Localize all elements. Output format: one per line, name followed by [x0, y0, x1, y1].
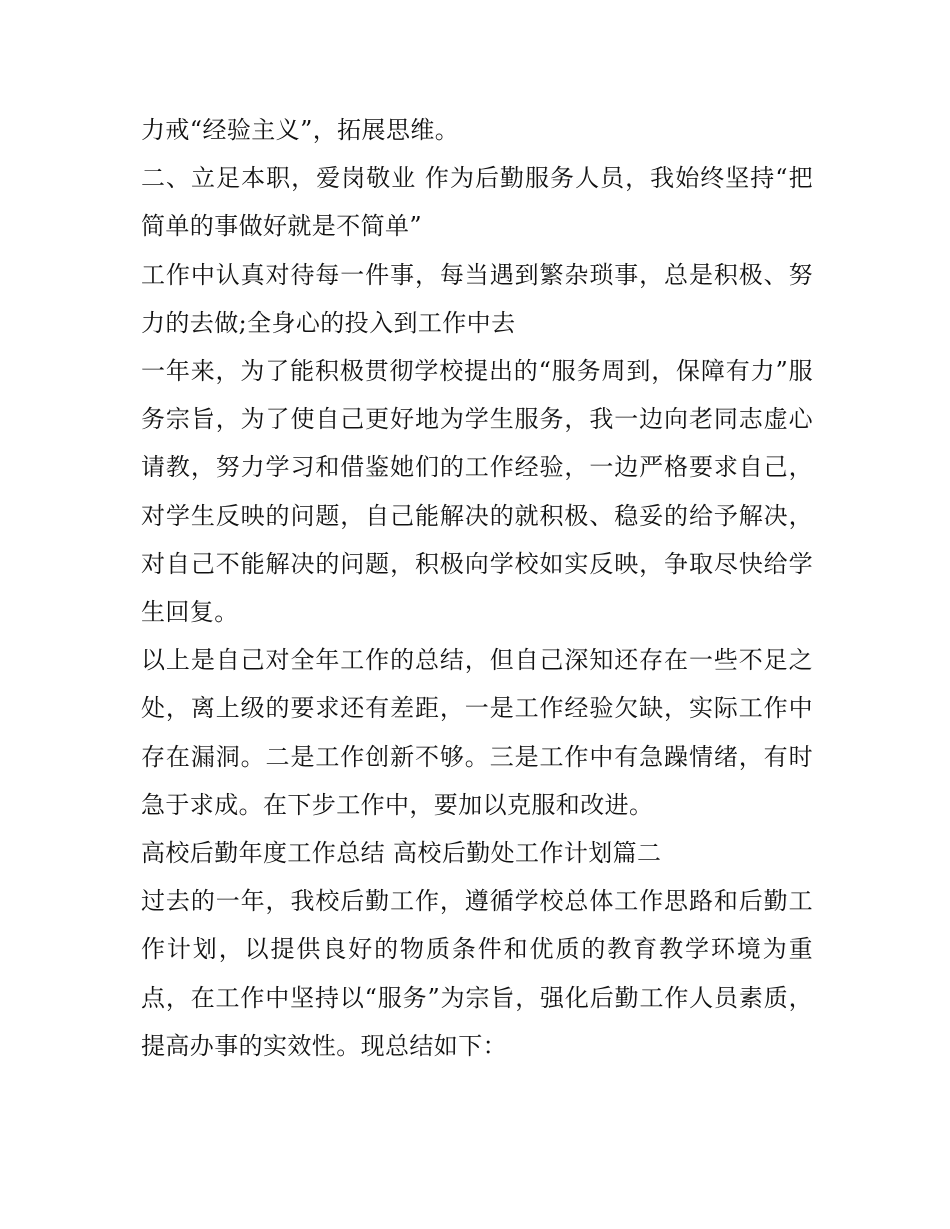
- section-heading: 高校后勤年度工作总结 高校后勤处工作计划篇二: [141, 839, 662, 868]
- paragraph-7: 过去的一年，我校后勤工作，遵循学校总体工作思路和后勤工作计划，以提供良好的物质条件和优质的教育教学环境为重点，在工作中坚持以“服务”为宗旨，强化后勤工作人员素质，提高办事的实效性。现总结如下：: [141, 887, 813, 1060]
- paragraph-3: 工作中认真对待每一件事，每当遇到繁杂琐事，总是积极、努力的去做;全身心的投入到工作中去: [141, 260, 813, 337]
- paragraph-1: 力戒“经验主义”，拓展思维。: [141, 116, 460, 144]
- paragraph-2: 二、立足本职，爱岗敬业 作为后勤服务人员，我始终坚持“把简单的事做好就是不简单”: [141, 164, 813, 241]
- paragraph-4: 一年来，为了能积极贯彻学校提出的“服务周到，保障有力”服务宗旨，为了使自己更好地为学生服务，我一边向老同志虚心请教，努力学习和借鉴她们的工作经验，一边严格要求自己，对学生反映的问题，自己能解决的就积极、稳妥的给予解决，对自己不能解决的问题，积极向学校如实反映，争取尽快给学生回复。: [141, 357, 813, 627]
- document-body: [141, 106, 813, 1070]
- paragraph-5: 以上是自己对全年工作的总结，但自己深知还存在一些不足之处，离上级的要求还有差距，一是工作经验欠缺，实际工作中存在漏洞。二是工作创新不够。三是工作中有急躁情绪，有时急于求成。在下步工作中，要加以克服和改进。: [141, 646, 813, 819]
